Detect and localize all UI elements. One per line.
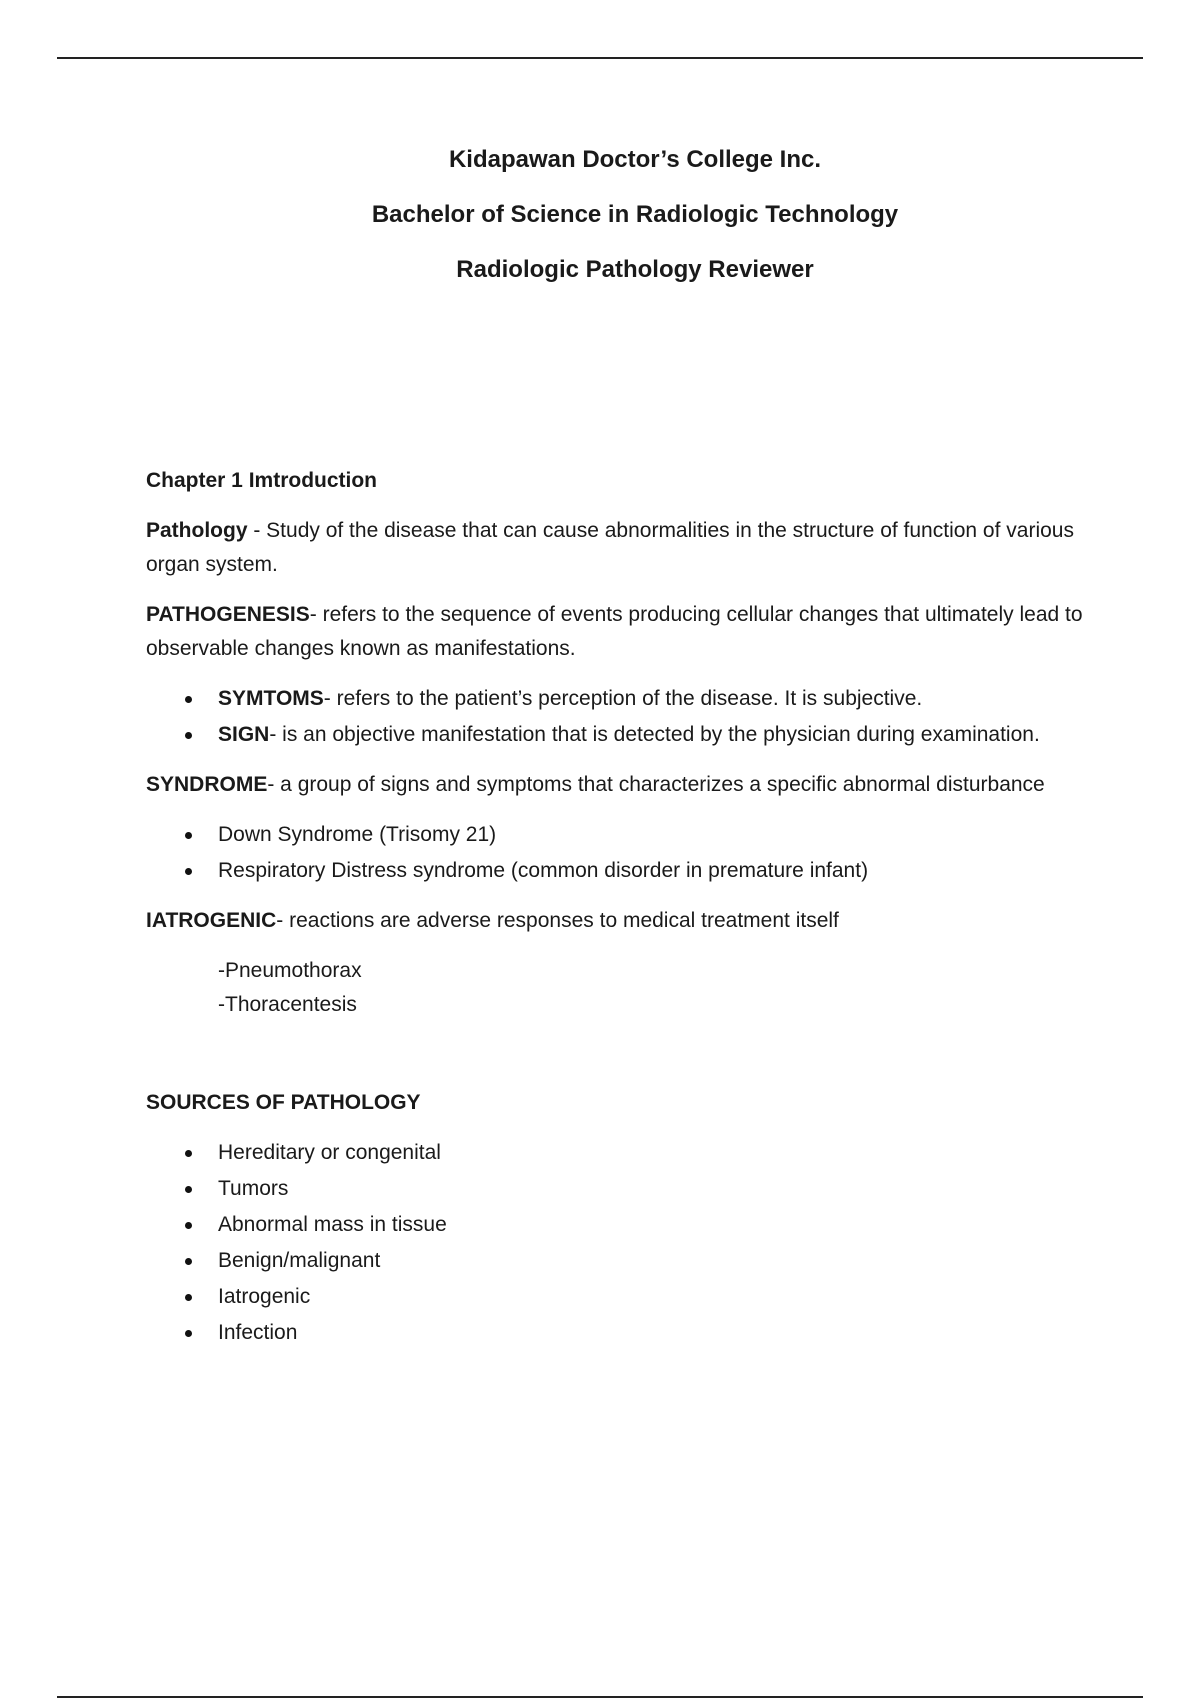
iatrogenic-definition	[146, 904, 1096, 938]
syndrome-list	[146, 818, 1096, 888]
pathology-term: Pathology	[146, 519, 248, 542]
bullet-icon	[185, 1330, 192, 1337]
bullet-icon	[185, 1186, 192, 1193]
list-item-text: - is an objective manifestation that is detected by the physician during examination.	[269, 723, 1040, 746]
document-body	[146, 464, 1096, 1366]
pathogenesis-term: PATHOGENESIS	[146, 603, 310, 626]
top-rule	[57, 57, 1143, 59]
list-item-text: Iatrogenic	[218, 1285, 311, 1308]
pathogenesis-text: - refers to the sequence of events producing cellular changes that ultimately lead to observable changes known as manifestations.	[146, 603, 1083, 660]
list-item	[146, 1136, 1096, 1170]
list-item	[146, 1280, 1096, 1314]
list-item	[146, 818, 1096, 852]
institution-name: Kidapawan Doctor’s College Inc.	[448, 146, 822, 173]
list-item-text: Infection	[218, 1321, 298, 1344]
list-item	[146, 1208, 1096, 1242]
sources-title: SOURCES OF PATHOLOGY	[146, 1091, 421, 1114]
iatrogenic-examples	[146, 954, 1096, 1022]
bullet-icon	[185, 1294, 192, 1301]
document-header	[0, 146, 1200, 311]
pathogenesis-list	[146, 682, 1096, 752]
iatrogenic-text: - reactions are adverse responses to medical treatment itself	[276, 909, 839, 932]
pathology-text: - Study of the disease that can cause abnormalities in the structure of function of various organ system.	[146, 519, 1074, 576]
list-item	[146, 854, 1096, 888]
list-item-text: Down Syndrome (Trisomy 21)	[218, 823, 497, 846]
list-item	[146, 718, 1096, 752]
list-item-text: Abnormal mass in tissue	[218, 1213, 447, 1236]
bullet-icon	[185, 1150, 192, 1157]
bullet-icon	[185, 1222, 192, 1229]
list-item-term: SIGN	[218, 723, 270, 746]
sources-list	[146, 1136, 1096, 1350]
list-item	[146, 1316, 1096, 1350]
bullet-icon	[185, 1258, 192, 1265]
list-item-text: - refers to the patient’s perception of the disease. It is subjective.	[323, 687, 923, 710]
bullet-icon	[185, 696, 192, 703]
list-item-text: Respiratory Distress syndrome (common disorder in premature infant)	[218, 859, 869, 882]
bullet-icon	[185, 832, 192, 839]
list-item-text: Benign/malignant	[218, 1249, 381, 1272]
syndrome-term: SYNDROME	[146, 773, 268, 796]
pathology-definition	[146, 514, 1096, 582]
program-name: Bachelor of Science in Radiologic Technology	[371, 201, 899, 228]
list-item	[146, 682, 1096, 716]
example-item: -Thoracentesis	[218, 993, 357, 1016]
list-item	[146, 1172, 1096, 1206]
list-item-text: Hereditary or congenital	[218, 1141, 441, 1164]
example-item: -Pneumothorax	[218, 959, 362, 982]
syndrome-text: - a group of signs and symptoms that characterizes a specific abnormal disturbance	[267, 773, 1045, 796]
bottom-rule	[57, 1696, 1143, 1698]
iatrogenic-term: IATROGENIC	[146, 909, 277, 932]
list-item	[146, 1244, 1096, 1278]
bullet-icon	[185, 868, 192, 875]
syndrome-definition	[146, 768, 1096, 802]
section-spacer	[146, 1038, 1096, 1086]
chapter-title: Chapter 1 Imtroduction	[146, 469, 378, 492]
list-item-term: SYMTOMS	[218, 687, 324, 710]
document-title: Radiologic Pathology Reviewer	[456, 256, 814, 283]
list-item-text: Tumors	[218, 1177, 289, 1200]
bullet-icon	[185, 732, 192, 739]
pathogenesis-definition	[146, 598, 1096, 666]
